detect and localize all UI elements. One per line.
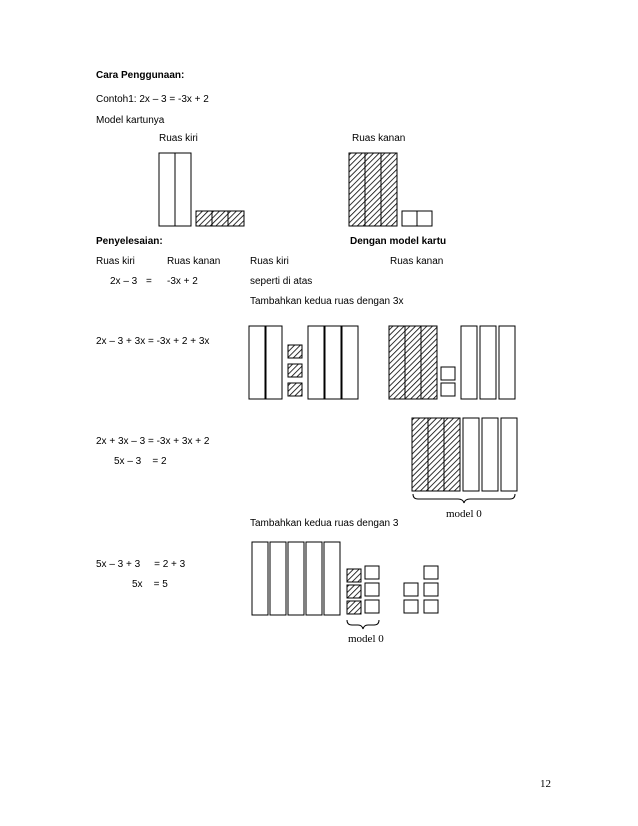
positive-x-tile	[463, 418, 479, 491]
positive-x-tile	[482, 418, 498, 491]
negative-unit-tile	[196, 211, 212, 226]
step0-rhs: -3x + 2	[167, 276, 198, 287]
solution-title: Penyelesaian:	[96, 236, 163, 247]
step0-instruction: Tambahkan kedua ruas dengan 3x	[250, 296, 404, 307]
positive-x-tile	[175, 153, 191, 226]
top-right-side-label: Ruas kanan	[352, 133, 406, 144]
heading: Cara Penggunaan:	[96, 70, 185, 81]
model-zero-brace	[413, 494, 515, 503]
step1-right-tiles	[389, 326, 515, 399]
column-ruas-kiri: Ruas kiri	[96, 256, 135, 267]
negative-x-tile	[444, 418, 460, 491]
negative-unit-tile	[347, 601, 361, 614]
positive-x-tile	[252, 542, 268, 615]
negative-x-tile	[428, 418, 444, 491]
negative-x-tile	[349, 153, 365, 226]
step3-equation: 5x – 3 + 3 = 2 + 3	[96, 559, 186, 570]
step0-eq: =	[146, 276, 152, 287]
positive-unit-tile	[417, 211, 432, 226]
negative-unit-tile	[288, 383, 302, 396]
negative-x-tile	[412, 418, 428, 491]
negative-x-tile	[381, 153, 397, 226]
negative-unit-tile	[347, 585, 361, 598]
example-equation: Contoh1: 2x – 3 = -3x + 2	[96, 94, 209, 105]
model-zero-brace	[347, 620, 379, 629]
top-left-side-label: Ruas kiri	[159, 133, 198, 144]
positive-x-tile	[159, 153, 175, 226]
positive-unit-tile	[441, 367, 455, 380]
positive-x-tile	[249, 326, 265, 399]
card-column-ruas-kanan: Ruas kanan	[390, 256, 444, 267]
step2-brace-label: model 0	[446, 508, 482, 520]
positive-x-tile	[461, 326, 477, 399]
positive-x-tile	[306, 542, 322, 615]
positive-unit-tile	[365, 600, 379, 613]
negative-unit-tile	[347, 569, 361, 582]
step2-simplified: 5x – 3 = 2	[114, 456, 167, 467]
negative-unit-tile	[228, 211, 244, 226]
negative-unit-tile	[288, 364, 302, 377]
card-column-ruas-kiri: Ruas kiri	[250, 256, 289, 267]
negative-x-tile	[365, 153, 381, 226]
positive-unit-tile	[365, 566, 379, 579]
positive-x-tile	[342, 326, 358, 399]
positive-x-tile	[501, 418, 517, 491]
positive-unit-tile	[441, 383, 455, 396]
negative-x-tile	[421, 326, 437, 399]
positive-x-tile	[324, 542, 340, 615]
positive-unit-tile	[404, 583, 418, 596]
step0-note: seperti di atas	[250, 276, 313, 287]
positive-x-tile	[288, 542, 304, 615]
negative-unit-tile	[212, 211, 228, 226]
step2-instruction: Tambahkan kedua ruas dengan 3	[250, 518, 399, 529]
column-ruas-kanan: Ruas kanan	[167, 256, 221, 267]
step2-tiles	[412, 418, 517, 503]
step2-equation: 2x + 3x – 3 = -3x + 3x + 2	[96, 436, 210, 447]
step0-lhs: 2x – 3	[110, 276, 138, 287]
positive-unit-tile	[404, 600, 418, 613]
model-label: Model kartunya	[96, 115, 165, 126]
positive-x-tile	[480, 326, 496, 399]
positive-unit-tile	[402, 211, 417, 226]
negative-x-tile	[389, 326, 405, 399]
top-right-tiles	[349, 153, 432, 226]
positive-x-tile	[270, 542, 286, 615]
positive-x-tile	[308, 326, 324, 399]
step3-left-tiles	[252, 542, 379, 629]
positive-x-tile	[499, 326, 515, 399]
positive-unit-tile	[424, 600, 438, 613]
positive-x-tile	[325, 326, 341, 399]
step3-brace-label: model 0	[348, 633, 384, 645]
step1-equation: 2x – 3 + 3x = -3x + 2 + 3x	[96, 336, 210, 347]
page-number: 12	[540, 778, 551, 790]
positive-unit-tile	[424, 583, 438, 596]
card-model-title: Dengan model kartu	[350, 236, 447, 247]
step3-simplified: 5x = 5	[132, 579, 168, 590]
negative-unit-tile	[288, 345, 302, 358]
top-left-tiles	[159, 153, 244, 226]
positive-unit-tile	[424, 566, 438, 579]
step1-left-tiles	[249, 326, 358, 399]
negative-x-tile	[405, 326, 421, 399]
positive-x-tile	[266, 326, 282, 399]
positive-unit-tile	[365, 583, 379, 596]
step3-right-tiles	[404, 566, 438, 613]
